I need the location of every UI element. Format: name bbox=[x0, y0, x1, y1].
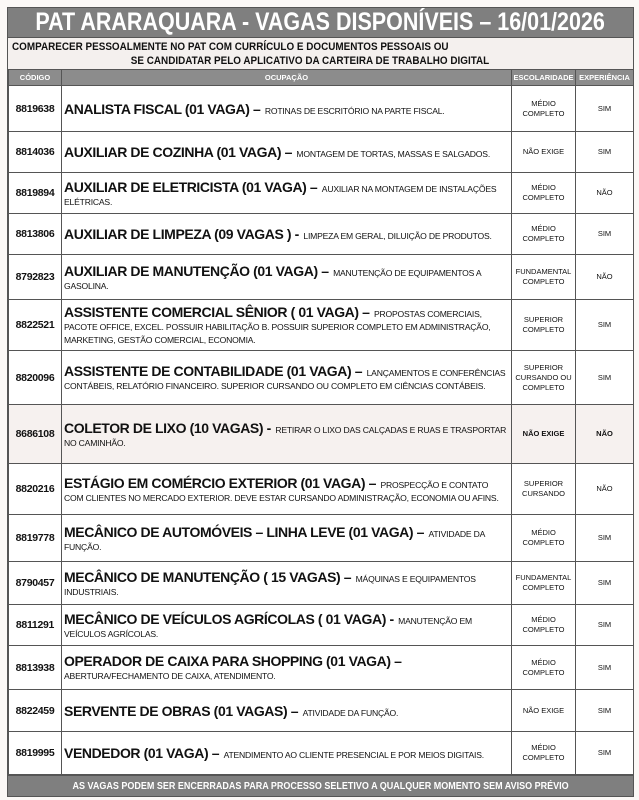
table-row bbox=[9, 605, 634, 646]
job-experience: SIM bbox=[576, 605, 634, 646]
job-experience: SIM bbox=[576, 732, 634, 775]
job-description: MÁQUINAS E EQUIPAMENTOS INDUSTRIAIS. bbox=[64, 573, 476, 597]
job-occupation bbox=[62, 351, 512, 405]
job-title: AUXILIAR DE ELETRICISTA (01 VAGA) – bbox=[64, 178, 318, 195]
job-code: 8822459 bbox=[9, 690, 62, 732]
job-education: NÃO EXIGE bbox=[512, 405, 576, 464]
job-code: 8819894 bbox=[9, 173, 62, 214]
job-title: AUXILIAR DE MANUTENÇÃO (01 VAGA) – bbox=[64, 262, 329, 279]
table-row bbox=[9, 86, 634, 132]
job-title: MECÂNICO DE MANUTENÇÃO ( 15 VAGAS) – bbox=[64, 568, 352, 585]
job-experience: SIM bbox=[576, 646, 634, 690]
column-header-education: ESCOLARIDADE bbox=[512, 70, 576, 86]
table-row bbox=[9, 646, 634, 690]
job-experience: SIM bbox=[576, 690, 634, 732]
job-title: MECÂNICO DE AUTOMÓVEIS – LINHA LEVE (01 VAGA) – bbox=[64, 523, 425, 540]
table-row bbox=[9, 300, 634, 351]
job-title: AUXILIAR DE COZINHA (01 VAGA) – bbox=[64, 144, 292, 160]
job-title: COLETOR DE LIXO (10 VAGAS) - bbox=[64, 419, 271, 436]
job-experience: SIM bbox=[576, 214, 634, 255]
job-occupation bbox=[62, 300, 512, 351]
job-description: LIMPEZA EM GERAL, DILUIÇÃO DE PRODUTOS. bbox=[303, 231, 492, 241]
job-code: 8820216 bbox=[9, 464, 62, 515]
job-title: VENDEDOR (01 VAGA) – bbox=[64, 745, 220, 761]
job-education: SUPERIOR COMPLETO bbox=[512, 300, 576, 351]
job-education: NÃO EXIGE bbox=[512, 690, 576, 732]
job-education: MÉDIO COMPLETO bbox=[512, 86, 576, 132]
job-description: MANUTENÇÃO EM VEÍCULOS AGRÍCOLAS. bbox=[64, 615, 472, 639]
job-experience: SIM bbox=[576, 351, 634, 405]
job-code: 8813806 bbox=[9, 214, 62, 255]
job-code: 8819778 bbox=[9, 515, 62, 562]
job-description: ATIVIDADE DA FUNÇÃO. bbox=[64, 528, 485, 552]
table-row bbox=[9, 173, 634, 214]
job-code: 8822521 bbox=[9, 300, 62, 351]
application-notice bbox=[8, 37, 633, 69]
job-education: MÉDIO COMPLETO bbox=[512, 646, 576, 690]
job-description: ATENDIMENTO AO CLIENTE PRESENCIAL E POR MEIOS DIGITAIS. bbox=[223, 750, 484, 760]
job-description: RETIRAR O LIXO DAS CALÇADAS E RUAS E TRASPORTAR NO CAMINHÃO. bbox=[64, 424, 507, 448]
job-occupation bbox=[62, 732, 512, 775]
table-row bbox=[9, 515, 634, 562]
job-title: MECÂNICO DE VEÍCULOS AGRÍCOLAS ( 01 VAGA) - bbox=[64, 610, 394, 627]
job-code: 8790457 bbox=[9, 562, 62, 605]
job-description: LANÇAMENTOS E CONFERÊNCIAS CONTÁBEIS, RELATÓRIO FINANCEIRO. SUPERIOR CURSANDO OU COMPLETO EM CIÊNCIAS CONTÁBEIS. bbox=[64, 368, 506, 391]
job-experience: NÃO bbox=[576, 173, 634, 214]
job-code: 8819995 bbox=[9, 732, 62, 775]
table-row bbox=[9, 690, 634, 732]
job-occupation bbox=[62, 646, 512, 690]
job-experience: SIM bbox=[576, 132, 634, 173]
table-header-row bbox=[9, 70, 634, 86]
table-row bbox=[9, 405, 634, 464]
table-row bbox=[9, 255, 634, 300]
job-education: MÉDIO COMPLETO bbox=[512, 515, 576, 562]
job-description: ABERTURA/FECHAMENTO DE CAIXA, ATENDIMENTO. bbox=[64, 671, 276, 681]
job-occupation bbox=[62, 464, 512, 515]
job-description: ROTINAS DE ESCRITÓRIO NA PARTE FISCAL. bbox=[264, 105, 445, 116]
job-experience: SIM bbox=[576, 562, 634, 605]
job-education: MÉDIO COMPLETO bbox=[512, 173, 576, 214]
job-description: PROSPECÇÃO E CONTATO COM CLIENTES NO MERCADO EXTERIOR. DEVE ESTAR CURSANDO ADMINISTRAÇÃO, ECONOMIA OU AFINS. bbox=[64, 479, 499, 503]
job-education: SUPERIOR CURSANDO OU COMPLETO bbox=[512, 351, 576, 405]
job-listing-sheet bbox=[7, 7, 634, 797]
job-code: 8813938 bbox=[9, 646, 62, 690]
column-header-code: CÓDIGO bbox=[9, 70, 62, 86]
job-education: MÉDIO COMPLETO bbox=[512, 732, 576, 775]
job-code: 8686108 bbox=[9, 405, 62, 464]
job-education: MÉDIO COMPLETO bbox=[512, 214, 576, 255]
job-title: OPERADOR DE CAIXA PARA SHOPPING (01 VAGA) – bbox=[64, 653, 402, 669]
table-row bbox=[9, 732, 634, 775]
job-occupation bbox=[62, 214, 512, 255]
job-experience: SIM bbox=[576, 86, 634, 132]
table-row bbox=[9, 214, 634, 255]
table-row bbox=[9, 351, 634, 405]
page-title: PAT ARARAQUARA - VAGAS DISPONÍVEIS – 16/01/2026 bbox=[8, 8, 633, 37]
job-occupation bbox=[62, 405, 512, 464]
job-occupation bbox=[62, 605, 512, 646]
job-description: PROPOSTAS COMERCIAIS, PACOTE OFFICE, EXCEL. POSSUIR HABILITAÇÃO B. POSSUIR SUPERIOR COMPLETO EM ADMINISTRAÇÃO, MARKETING, GESTÃO COMERCIAL, ECONOMIA. bbox=[64, 309, 491, 345]
job-title: ANALISTA FISCAL (01 VAGA) – bbox=[64, 100, 261, 117]
job-title: ESTÁGIO EM COMÉRCIO EXTERIOR (01 VAGA) – bbox=[64, 474, 377, 491]
job-description: AUXILIAR NA MONTAGEM DE INSTALAÇÕES ELÉTRICAS. bbox=[64, 183, 497, 207]
column-header-occupation: OCUPAÇÃO bbox=[62, 70, 512, 86]
job-experience: NÃO bbox=[576, 464, 634, 515]
column-header-experience: EXPERIÊNCIA bbox=[576, 70, 634, 86]
job-code: 8819638 bbox=[9, 86, 62, 132]
job-experience: NÃO bbox=[576, 255, 634, 300]
job-title: AUXILIAR DE LIMPEZA (09 VAGAS ) - bbox=[64, 226, 299, 242]
table-row bbox=[9, 464, 634, 515]
job-description: ATIVIDADE DA FUNÇÃO. bbox=[302, 707, 399, 718]
table-row bbox=[9, 562, 634, 605]
job-occupation bbox=[62, 173, 512, 214]
job-description: MONTAGEM DE TORTAS, MASSAS E SALGADOS. bbox=[296, 149, 491, 159]
job-experience: SIM bbox=[576, 515, 634, 562]
job-experience: NÃO bbox=[576, 405, 634, 464]
job-code: 8814036 bbox=[9, 132, 62, 173]
job-education: FUNDAMENTAL COMPLETO bbox=[512, 255, 576, 300]
notice-line-2: SE CANDIDATAR PELO APLICATIVO DA CARTEIRA DE TRABALHO DIGITAL bbox=[130, 55, 490, 67]
notice-line-1: COMPARECER PESSOALMENTE NO PAT COM CURRÍCULO E DOCUMENTOS PESSOAIS OU bbox=[12, 41, 449, 53]
job-occupation bbox=[62, 255, 512, 300]
job-occupation bbox=[62, 515, 512, 562]
job-education: SUPERIOR CURSANDO bbox=[512, 464, 576, 515]
job-title: SERVENTE DE OBRAS (01 VAGAS) – bbox=[64, 702, 299, 719]
job-education: MÉDIO COMPLETO bbox=[512, 605, 576, 646]
job-education: NÃO EXIGE bbox=[512, 132, 576, 173]
job-education: FUNDAMENTAL COMPLETO bbox=[512, 562, 576, 605]
job-title: ASSISTENTE DE CONTABILIDADE (01 VAGA) – bbox=[64, 363, 363, 379]
job-occupation bbox=[62, 562, 512, 605]
job-occupation bbox=[62, 132, 512, 173]
job-experience: SIM bbox=[576, 300, 634, 351]
job-code: 8820096 bbox=[9, 351, 62, 405]
job-code: 8792823 bbox=[9, 255, 62, 300]
job-title: ASSISTENTE COMERCIAL SÊNIOR ( 01 VAGA) – bbox=[64, 304, 370, 320]
table-row bbox=[9, 132, 634, 173]
jobs-table bbox=[8, 69, 634, 775]
job-occupation bbox=[62, 86, 512, 132]
job-occupation bbox=[62, 690, 512, 732]
job-code: 8811291 bbox=[9, 605, 62, 646]
footer-disclaimer: AS VAGAS PODEM SER ENCERRADAS PARA PROCESSO SELETIVO A QUALQUER MOMENTO SEM AVISO PRÉVIO bbox=[8, 775, 633, 796]
job-description: MANUTENÇÃO DE EQUIPAMENTOS A GASOLINA. bbox=[64, 267, 481, 291]
